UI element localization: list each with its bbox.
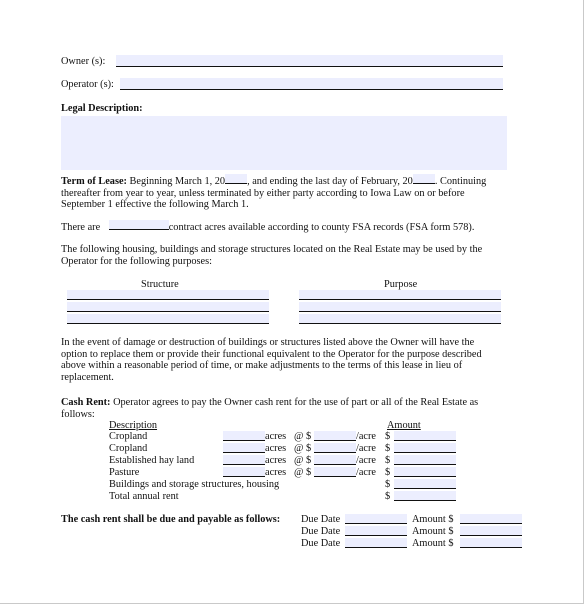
purpose-field-1[interactable] [299,290,501,300]
row-description: Pasture [109,467,140,478]
structure-field-2[interactable] [67,302,269,312]
acres-field[interactable] [223,431,265,441]
legal-description-field[interactable] [61,116,507,170]
rate-dollar: @ $ [294,467,312,478]
due-date-field[interactable] [345,526,407,536]
cash-rent-row [0,431,420,443]
term-line-2: thereafter from year to year, unless terminated by either party according to Iowa Law on or before [61,187,465,199]
rate-dollar: @ $ [294,455,312,466]
rate-field[interactable] [314,467,356,477]
acres-unit: acres [265,467,287,478]
due-row [0,538,540,550]
acres-sentence [61,220,474,233]
owner-label: Owner (s): [61,56,106,67]
damage-line-3: above within a reasonable period of time, or make adjustments to the terms of this lease in lieu of [61,360,463,372]
amount-dollar: $ [385,431,391,442]
due-row [0,514,540,526]
amount-column-header: Amount [387,420,421,431]
amount-dollar: $ [385,455,391,466]
rate-field[interactable] [314,443,356,453]
cash-rent-paragraph [61,397,531,420]
amount-dollar: $ [385,443,391,454]
due-date-field[interactable] [345,538,407,548]
purpose-column-header: Purpose [384,279,418,290]
damage-paragraph [61,337,531,383]
description-column-header: Description [109,420,158,431]
acres-unit: acres [265,455,287,466]
due-date-label: Due Date [301,538,341,549]
due-date-label: Due Date [301,526,341,537]
damage-line-4: replacement. [61,371,114,383]
row-description: Total annual rent [109,491,179,502]
term-line-3: September 1 effective the following March 1. [61,199,249,211]
legal-description-heading: Legal Description: [61,103,143,114]
contract-acres-field[interactable] [109,220,169,230]
due-date-label: Due Date [301,514,341,525]
acres-field[interactable] [223,443,265,453]
amount-field[interactable] [394,479,456,489]
housing-paragraph [61,244,531,267]
per-acre-unit: /acre [356,443,377,454]
purpose-field-2[interactable] [299,302,501,312]
acres-unit: acres [265,431,287,442]
purpose-field-3[interactable] [299,314,501,324]
due-date-field[interactable] [345,514,407,524]
operator-label: Operator (s): [61,79,114,90]
due-amount-field[interactable] [460,538,522,548]
term-text-b: , and ending the last day of February, 20 [247,176,413,187]
due-row [0,526,540,538]
rate-field[interactable] [314,431,356,441]
per-acre-unit: /acre [356,431,377,442]
amount-field[interactable] [394,443,456,453]
per-acre-unit: /acre [356,467,377,478]
amount-dollar: $ [385,491,391,502]
term-text-c: . Continuing [434,176,487,187]
per-acre-unit: /acre [356,455,377,466]
cash-rent-line-2: follows: [61,408,95,420]
rate-dollar: @ $ [294,431,312,442]
housing-line-2: Operator for the following purposes: [61,255,212,267]
damage-line-2: option to replace them or provide their functional equivalent to the Operator for the purpose described [61,348,482,360]
amount-field[interactable] [394,455,456,465]
cash-rent-line-1: Operator agrees to pay the Owner cash rent for the use of part or all of the Real Estate as [113,397,479,408]
acres-field[interactable] [223,467,265,477]
acres-prefix: There are [61,222,101,233]
row-description: Established hay land [109,455,195,466]
cash-rent-row [0,491,420,503]
due-amount-field[interactable] [460,514,522,524]
acres-suffix: contract acres available according to county FSA records (FSA form 578). [168,222,475,233]
structure-column-header: Structure [141,279,179,290]
term-heading: Term of Lease: [61,176,127,187]
end-year-field[interactable] [413,174,435,184]
damage-line-1: In the event of damage or destruction of buildings or structures listed above the Owner will have the [61,337,475,348]
cash-rent-row [0,443,420,455]
due-amount-field[interactable] [460,526,522,536]
structure-field-1[interactable] [67,290,269,300]
rate-field[interactable] [314,455,356,465]
rate-dollar: @ $ [294,443,312,454]
amount-dollar: $ [385,479,391,490]
amount-dollar: $ [385,467,391,478]
cash-rent-heading: Cash Rent: [61,397,111,408]
cash-rent-row [0,479,420,491]
structure-field-3[interactable] [67,314,269,324]
amount-field[interactable] [394,467,456,477]
due-heading: The cash rent shall be due and payable as follows: [61,514,281,525]
row-description: Buildings and storage structures, housing [109,479,280,490]
term-of-lease-paragraph [61,174,521,211]
due-amount-label: Amount $ [412,538,454,549]
term-text-a: Beginning March 1, 20 [129,176,226,187]
acres-unit: acres [265,443,287,454]
due-amount-label: Amount $ [412,526,454,537]
due-amount-label: Amount $ [412,514,454,525]
amount-field[interactable] [394,431,456,441]
row-description: Cropland [109,443,148,454]
cash-rent-row [0,467,420,479]
cash-rent-row [0,455,420,467]
row-description: Cropland [109,431,148,442]
operator-field[interactable] [120,78,503,90]
acres-field[interactable] [223,455,265,465]
owner-field[interactable] [116,55,503,67]
housing-line-1: The following housing, buildings and storage structures located on the Real Estate may be used by the [61,244,483,255]
start-year-field[interactable] [225,174,247,184]
total-amount-field[interactable] [394,491,456,501]
